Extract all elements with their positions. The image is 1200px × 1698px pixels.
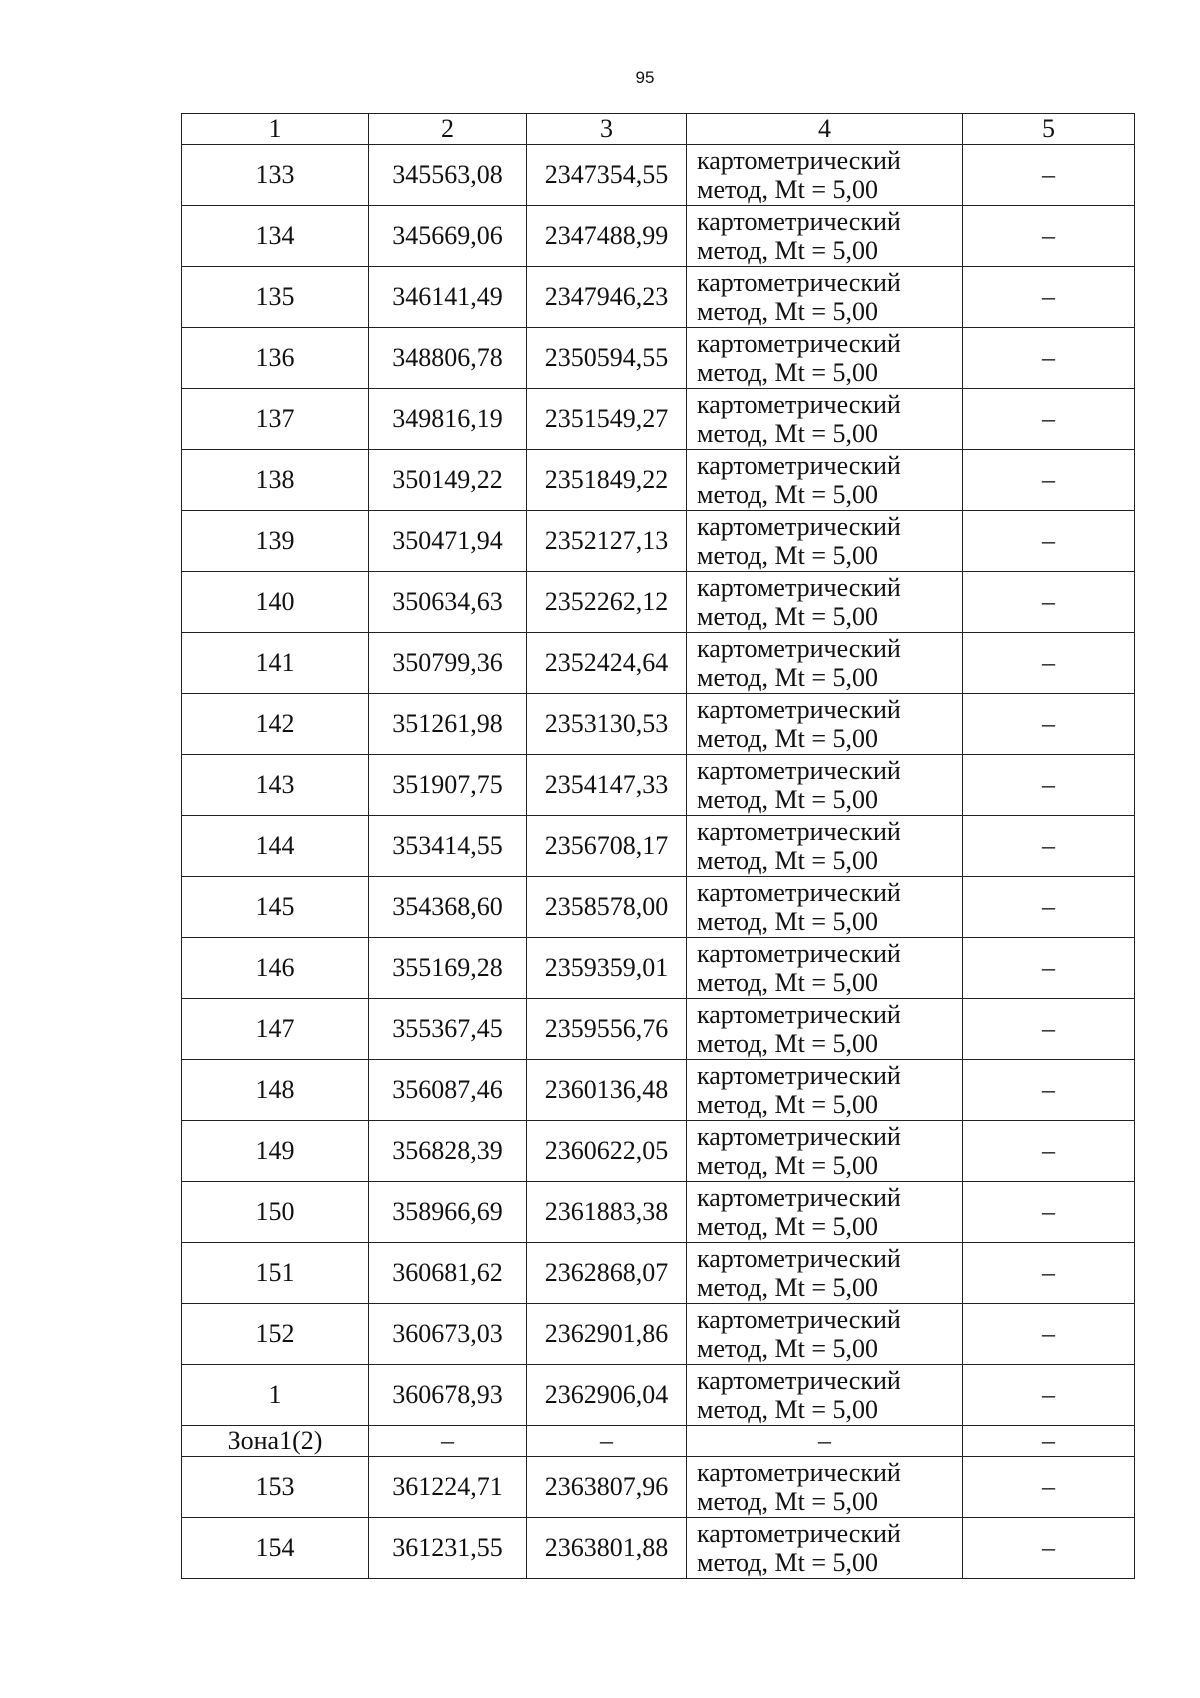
coord-x: 351261,98 <box>369 694 527 755</box>
method-line-1: картометрический <box>697 146 901 175</box>
header-col-3: 3 <box>527 114 687 145</box>
method-line-1: картометрический <box>697 756 901 785</box>
col5-value: – <box>963 389 1135 450</box>
method <box>687 267 963 328</box>
coord-y: 2352127,13 <box>527 511 687 572</box>
header-col-2: 2 <box>369 114 527 145</box>
method-line-2: метод, Mt = 5,00 <box>697 358 878 387</box>
table-row <box>182 389 1135 450</box>
method <box>687 389 963 450</box>
point-number: 144 <box>182 816 369 877</box>
page-number: 95 <box>635 68 655 87</box>
coord-y: 2359556,76 <box>527 999 687 1060</box>
point-number: 134 <box>182 206 369 267</box>
method-line-1: картометрический <box>697 207 901 236</box>
coord-y: 2351549,27 <box>527 389 687 450</box>
method-line-2: метод, Mt = 5,00 <box>697 724 878 753</box>
method-line-2: метод, Mt = 5,00 <box>697 968 878 997</box>
method-line-1: картометрический <box>697 695 901 724</box>
method-line-1: картометрический <box>697 817 901 846</box>
point-number: 136 <box>182 328 369 389</box>
zone-row <box>182 1426 1135 1457</box>
col5-value: – <box>963 1304 1135 1365</box>
table-body <box>182 145 1135 1579</box>
col5-value: – <box>963 877 1135 938</box>
point-number: 133 <box>182 145 369 206</box>
point-number: 135 <box>182 267 369 328</box>
method <box>687 1518 963 1579</box>
point-number: 148 <box>182 1060 369 1121</box>
method <box>687 633 963 694</box>
table-row <box>182 999 1135 1060</box>
method <box>687 1060 963 1121</box>
point-number: 152 <box>182 1304 369 1365</box>
point-number: 137 <box>182 389 369 450</box>
table-row <box>182 938 1135 999</box>
col5-value: – <box>963 1518 1135 1579</box>
method-line-1: картометрический <box>697 512 901 541</box>
table-row <box>182 328 1135 389</box>
col5-value: – <box>963 1121 1135 1182</box>
col5-value: – <box>963 206 1135 267</box>
table-row <box>182 145 1135 206</box>
col5-value: – <box>963 999 1135 1060</box>
col5-value: – <box>963 267 1135 328</box>
method-line-2: метод, Mt = 5,00 <box>697 1090 878 1119</box>
method <box>687 450 963 511</box>
col5-value: – <box>963 694 1135 755</box>
table-row <box>182 1304 1135 1365</box>
method-line-2: метод, Mt = 5,00 <box>697 1029 878 1058</box>
col5-value: – <box>963 816 1135 877</box>
point-number: 141 <box>182 633 369 694</box>
method-line-2: метод, Mt = 5,00 <box>697 602 878 631</box>
table-row <box>182 1243 1135 1304</box>
method-line-1: картометрический <box>697 573 901 602</box>
col5-value: – <box>963 1060 1135 1121</box>
col5-value: – <box>963 1457 1135 1518</box>
method-line-1: картометрический <box>697 268 901 297</box>
method-line-2: метод, Mt = 5,00 <box>697 1395 878 1424</box>
method-line-2: метод, Mt = 5,00 <box>697 1273 878 1302</box>
coord-y: 2361883,38 <box>527 1182 687 1243</box>
point-number: 154 <box>182 1518 369 1579</box>
point-number: 138 <box>182 450 369 511</box>
table-row <box>182 1457 1135 1518</box>
method <box>687 1121 963 1182</box>
col5-value: – <box>963 633 1135 694</box>
col5-value: – <box>963 511 1135 572</box>
coord-x: 353414,55 <box>369 816 527 877</box>
method <box>687 816 963 877</box>
method <box>687 511 963 572</box>
method-line-2: метод, Mt = 5,00 <box>697 480 878 509</box>
coord-x: 349816,19 <box>369 389 527 450</box>
method-line-2: метод, Mt = 5,00 <box>697 236 878 265</box>
method <box>687 1457 963 1518</box>
coord-x: 358966,69 <box>369 1182 527 1243</box>
coord-x: 361224,71 <box>369 1457 527 1518</box>
method <box>687 1365 963 1426</box>
table-row <box>182 755 1135 816</box>
coord-x: 345563,08 <box>369 145 527 206</box>
method-line-1: картометрический <box>697 1366 901 1395</box>
table-row <box>182 1365 1135 1426</box>
table-row <box>182 1121 1135 1182</box>
coord-x: 355367,45 <box>369 999 527 1060</box>
col5-value: – <box>963 1243 1135 1304</box>
method <box>687 938 963 999</box>
col5-value: – <box>963 450 1135 511</box>
method <box>687 755 963 816</box>
table-row <box>182 1182 1135 1243</box>
method-line-2: метод, Mt = 5,00 <box>697 175 878 204</box>
coord-y: 2352262,12 <box>527 572 687 633</box>
coord-y: – <box>527 1426 687 1457</box>
method-line-2: метод, Mt = 5,00 <box>697 297 878 326</box>
method <box>687 694 963 755</box>
coord-y: 2360136,48 <box>527 1060 687 1121</box>
method <box>687 1182 963 1243</box>
table-row <box>182 450 1135 511</box>
point-number: 147 <box>182 999 369 1060</box>
col5-value: – <box>963 938 1135 999</box>
point-number: 153 <box>182 1457 369 1518</box>
method-line-1: картометрический <box>697 329 901 358</box>
zone-label: Зона1(2) <box>182 1426 369 1457</box>
coord-y: 2362901,86 <box>527 1304 687 1365</box>
method-line-1: картометрический <box>697 939 901 968</box>
coord-y: 2352424,64 <box>527 633 687 694</box>
method-line-1: картометрический <box>697 1305 901 1334</box>
col5-value: – <box>963 572 1135 633</box>
method-line-2: метод, Mt = 5,00 <box>697 1151 878 1180</box>
method <box>687 145 963 206</box>
table-row <box>182 1518 1135 1579</box>
point-number: 1 <box>182 1365 369 1426</box>
method <box>687 328 963 389</box>
point-number: 149 <box>182 1121 369 1182</box>
col5-value: – <box>963 1426 1135 1457</box>
method-line-1: картометрический <box>697 1519 901 1548</box>
method-line-2: метод, Mt = 5,00 <box>697 846 878 875</box>
method-line-1: картометрический <box>697 1000 901 1029</box>
coord-x: 354368,60 <box>369 877 527 938</box>
method-line-2: метод, Mt = 5,00 <box>697 663 878 692</box>
method <box>687 1304 963 1365</box>
coord-x: 355169,28 <box>369 938 527 999</box>
header-row <box>182 114 1135 145</box>
header-col-4: 4 <box>687 114 963 145</box>
coord-y: 2362868,07 <box>527 1243 687 1304</box>
coord-y: 2363807,96 <box>527 1457 687 1518</box>
coordinates-table <box>181 113 1135 1579</box>
coord-y: 2350594,55 <box>527 328 687 389</box>
col5-value: – <box>963 1365 1135 1426</box>
table-row <box>182 267 1135 328</box>
coord-x: 346141,49 <box>369 267 527 328</box>
coord-y: 2347488,99 <box>527 206 687 267</box>
method-line-1: картометрический <box>697 1244 901 1273</box>
method <box>687 877 963 938</box>
point-number: 139 <box>182 511 369 572</box>
coord-y: 2360622,05 <box>527 1121 687 1182</box>
method-line-2: метод, Mt = 5,00 <box>697 541 878 570</box>
coord-x: 348806,78 <box>369 328 527 389</box>
method-line-2: метод, Mt = 5,00 <box>697 1334 878 1363</box>
col5-value: – <box>963 755 1135 816</box>
coord-y: 2359359,01 <box>527 938 687 999</box>
method: – <box>687 1426 963 1457</box>
coord-x: 350799,36 <box>369 633 527 694</box>
coord-x: 350471,94 <box>369 511 527 572</box>
method-line-1: картометрический <box>697 878 901 907</box>
table-row <box>182 633 1135 694</box>
coord-y: 2354147,33 <box>527 755 687 816</box>
point-number: 150 <box>182 1182 369 1243</box>
method-line-2: метод, Mt = 5,00 <box>697 907 878 936</box>
method-line-2: метод, Mt = 5,00 <box>697 1548 878 1577</box>
point-number: 140 <box>182 572 369 633</box>
header-col-1: 1 <box>182 114 369 145</box>
table-row <box>182 206 1135 267</box>
coord-x: 360673,03 <box>369 1304 527 1365</box>
header-col-5: 5 <box>963 114 1135 145</box>
coord-y: 2356708,17 <box>527 816 687 877</box>
coord-y: 2353130,53 <box>527 694 687 755</box>
method <box>687 206 963 267</box>
table-row <box>182 816 1135 877</box>
point-number: 151 <box>182 1243 369 1304</box>
point-number: 146 <box>182 938 369 999</box>
method-line-2: метод, Mt = 5,00 <box>697 1487 878 1516</box>
col5-value: – <box>963 145 1135 206</box>
method <box>687 572 963 633</box>
coord-y: 2362906,04 <box>527 1365 687 1426</box>
coord-y: 2358578,00 <box>527 877 687 938</box>
coord-y: 2347354,55 <box>527 145 687 206</box>
coord-x: – <box>369 1426 527 1457</box>
coord-y: 2347946,23 <box>527 267 687 328</box>
method-line-1: картометрический <box>697 634 901 663</box>
coord-x: 351907,75 <box>369 755 527 816</box>
table-row <box>182 877 1135 938</box>
col5-value: – <box>963 1182 1135 1243</box>
point-number: 143 <box>182 755 369 816</box>
coord-x: 350149,22 <box>369 450 527 511</box>
table-row <box>182 694 1135 755</box>
method-line-2: метод, Mt = 5,00 <box>697 419 878 448</box>
method-line-1: картометрический <box>697 451 901 480</box>
method-line-1: картометрический <box>697 1183 901 1212</box>
method-line-2: метод, Mt = 5,00 <box>697 785 878 814</box>
method-line-1: картометрический <box>697 390 901 419</box>
method-line-1: картометрический <box>697 1458 901 1487</box>
method <box>687 1243 963 1304</box>
coord-x: 356087,46 <box>369 1060 527 1121</box>
table-header <box>182 114 1135 145</box>
method-line-2: метод, Mt = 5,00 <box>697 1212 878 1241</box>
coord-x: 345669,06 <box>369 206 527 267</box>
point-number: 142 <box>182 694 369 755</box>
point-number: 145 <box>182 877 369 938</box>
coord-y: 2351849,22 <box>527 450 687 511</box>
coord-x: 356828,39 <box>369 1121 527 1182</box>
coord-y: 2363801,88 <box>527 1518 687 1579</box>
method <box>687 999 963 1060</box>
coord-x: 360681,62 <box>369 1243 527 1304</box>
table-row <box>182 572 1135 633</box>
method-line-1: картометрический <box>697 1061 901 1090</box>
coord-x: 350634,63 <box>369 572 527 633</box>
table-row <box>182 511 1135 572</box>
table-row <box>182 1060 1135 1121</box>
method-line-1: картометрический <box>697 1122 901 1151</box>
coord-x: 360678,93 <box>369 1365 527 1426</box>
coord-x: 361231,55 <box>369 1518 527 1579</box>
col5-value: – <box>963 328 1135 389</box>
